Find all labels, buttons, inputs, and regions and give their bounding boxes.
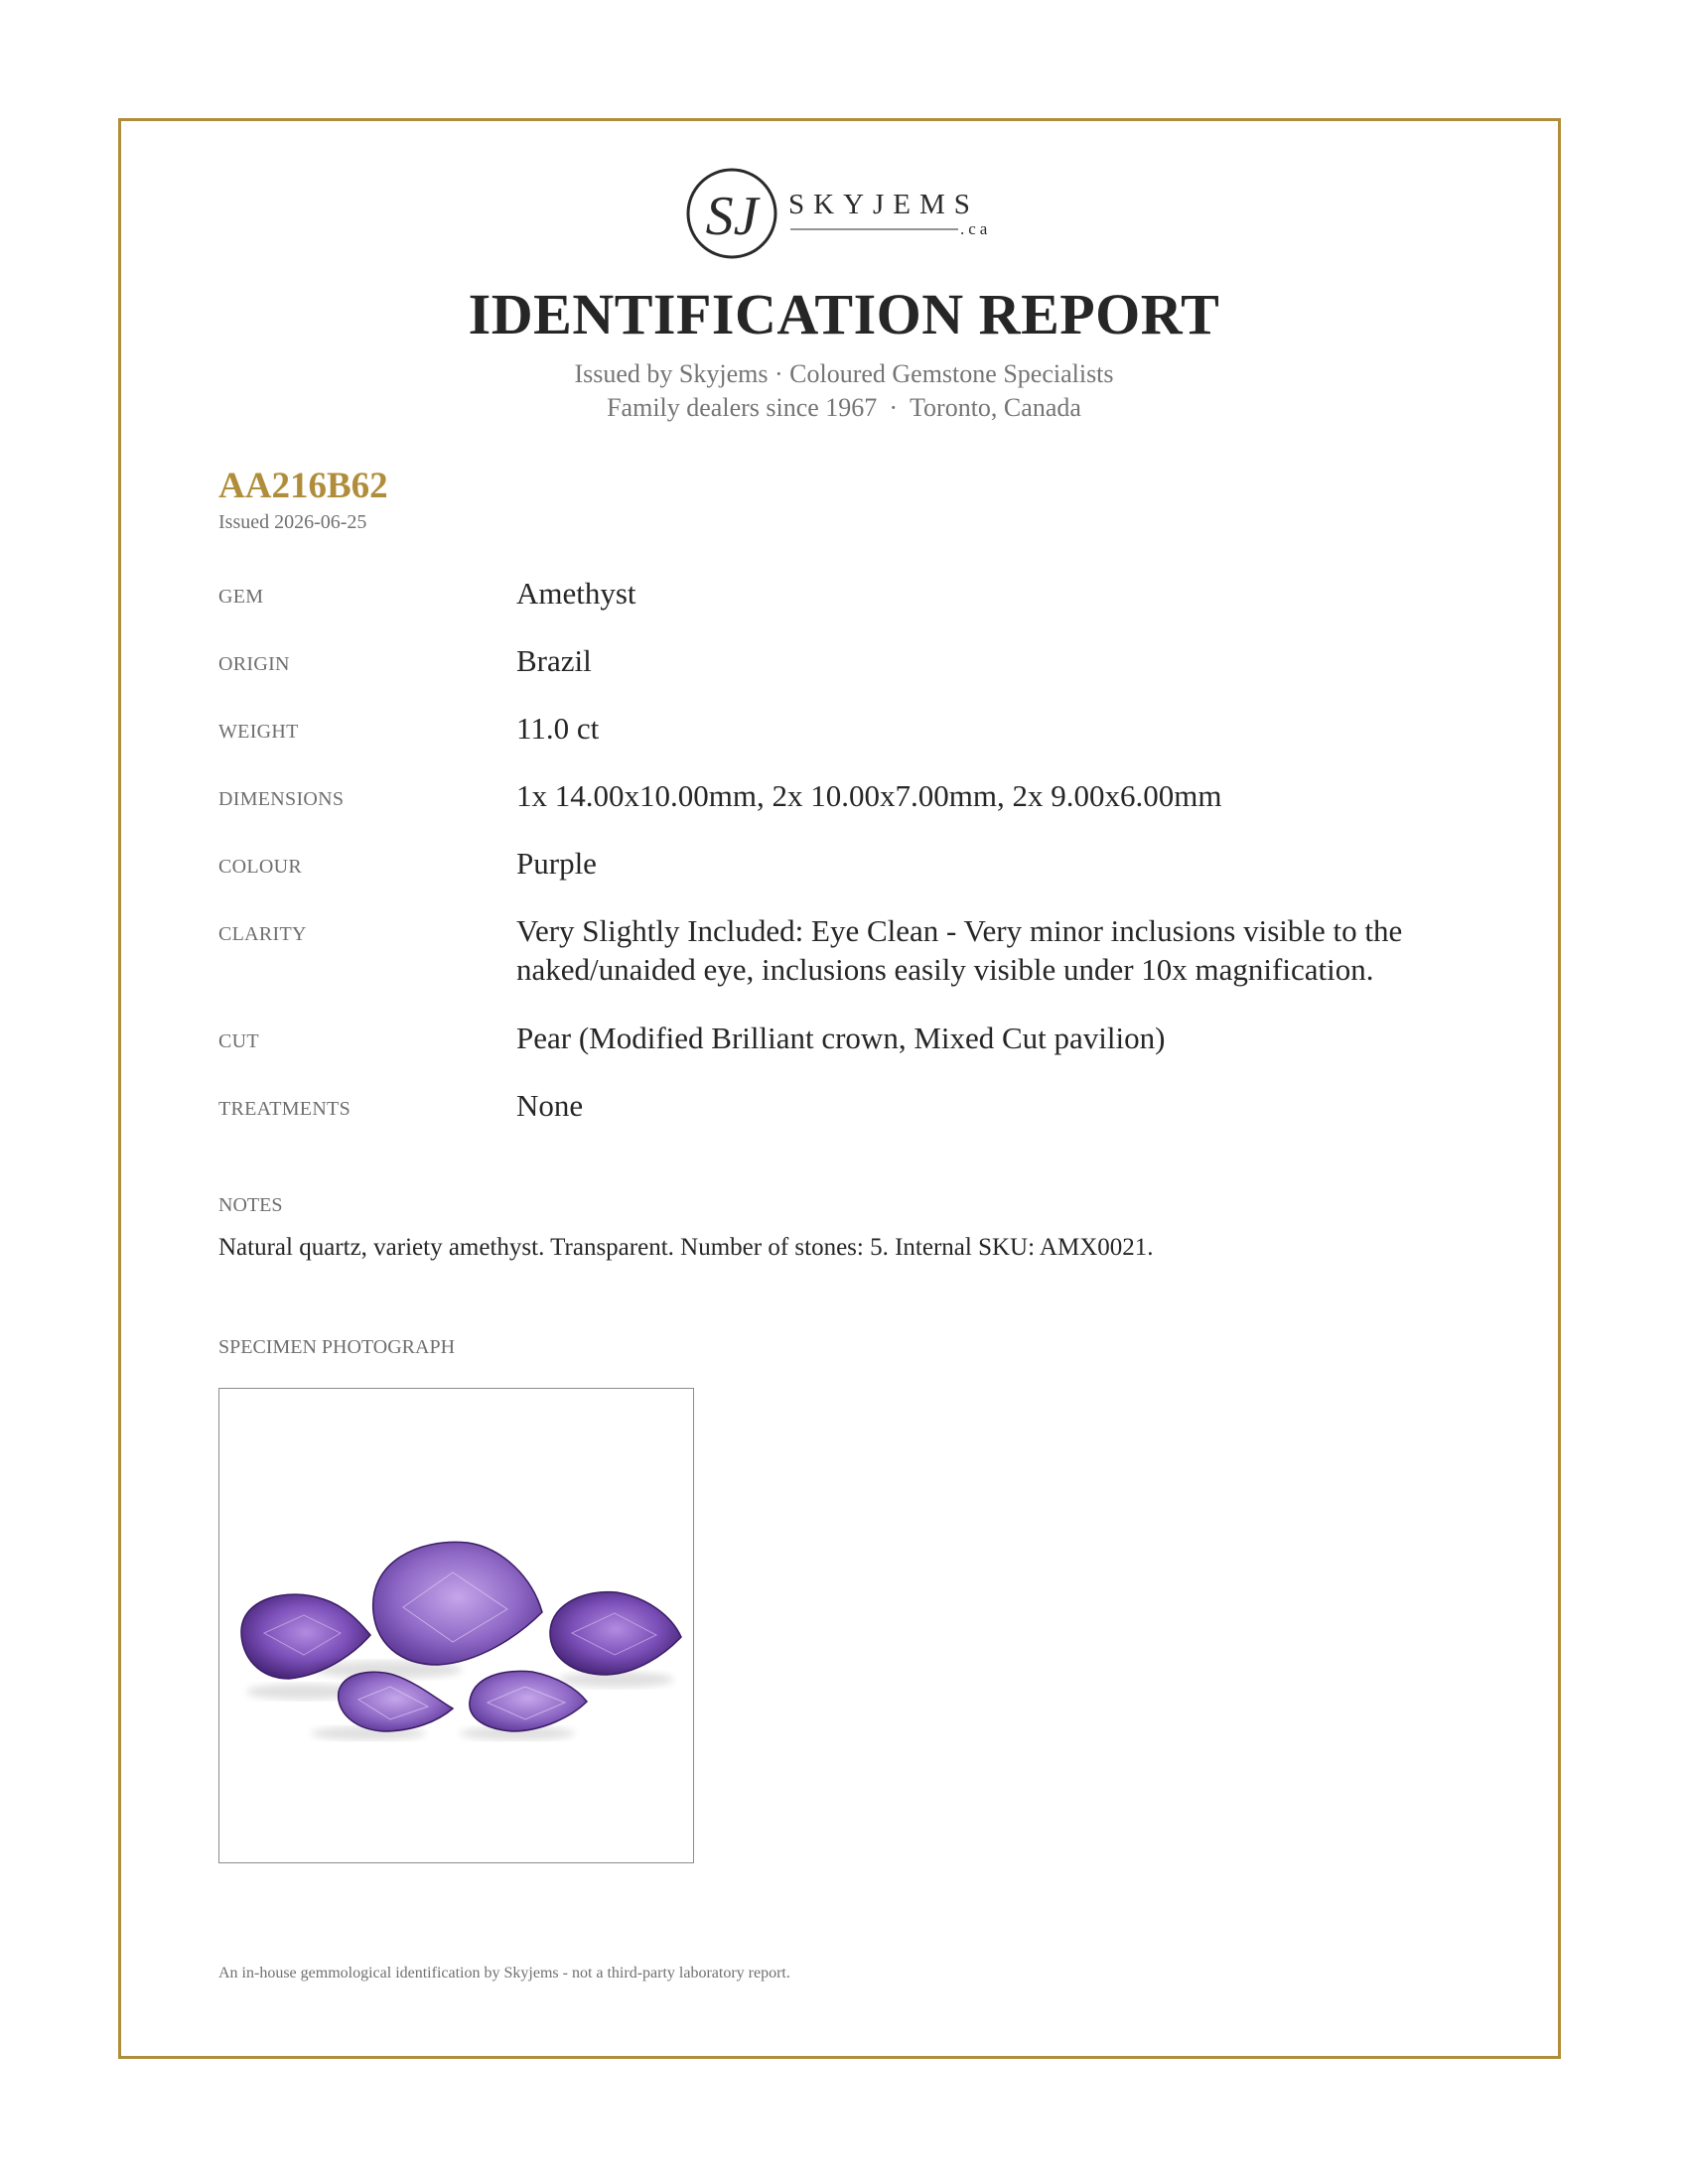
- gem-stone: [314, 1542, 542, 1679]
- field-value-clarity: Very Slightly Included: Eye Clean - Very minor inclusions visible to the naked/unaided eye, inclusions easily visible under 10x magnification.: [516, 913, 1403, 987]
- field-label-treatments: TREATMENTS: [218, 1098, 351, 1120]
- field-value-dimensions: 1x 14.00x10.00mm, 2x 10.00x7.00mm, 2x 9.00x6.00mm: [516, 778, 1222, 813]
- field-label-colour: COLOUR: [218, 856, 303, 878]
- logo-wordmark: SKYJEMS: [788, 189, 979, 220]
- footer-disclaimer: An in-house gemmological identification by Skyjems - not a third-party laboratory report.: [218, 1965, 790, 1981]
- skyjems-logo: [685, 165, 1003, 264]
- field-value-colour: Purple: [516, 846, 597, 881]
- field-value-weight: 11.0 ct: [516, 711, 600, 746]
- field-value-gem: Amethyst: [516, 576, 636, 611]
- dealer-separator: ·: [889, 393, 898, 422]
- specimen-photo: [218, 1388, 694, 1863]
- gem-stone: [311, 1672, 453, 1740]
- page-title: IDENTIFICATION REPORT: [468, 282, 1220, 346]
- notes-text: Natural quartz, variety amethyst. Transparent. Number of stones: 5. Internal SKU: AMX0021.: [218, 1234, 1154, 1261]
- field-label-clarity: CLARITY: [218, 923, 307, 945]
- field-value-treatments: None: [516, 1088, 584, 1123]
- dealer-since: Family dealers since 1967: [607, 393, 878, 422]
- field-label-weight: WEIGHT: [218, 721, 299, 743]
- issuer-line: Issued by Skyjems · Coloured Gemstone Specialists: [574, 359, 1114, 388]
- report-id: AA216B62: [218, 466, 388, 506]
- logo-domain: .ca: [960, 219, 992, 238]
- field-label-gem: GEM: [218, 586, 264, 608]
- field-label-origin: ORIGIN: [218, 653, 290, 675]
- dealer-line: [0, 393, 1688, 423]
- gem-stone: [550, 1592, 681, 1688]
- field-label-dimensions: DIMENSIONS: [218, 788, 345, 810]
- photo-label: SPECIMEN PHOTOGRAPH: [218, 1336, 456, 1358]
- field-label-cut: CUT: [218, 1030, 259, 1052]
- issued-date: Issued 2026-06-25: [218, 511, 367, 533]
- dealer-location: Toronto, Canada: [909, 393, 1081, 422]
- field-value-origin: Brazil: [516, 643, 592, 678]
- logo-monogram: SJ: [705, 186, 759, 247]
- notes-label: NOTES: [218, 1194, 283, 1216]
- field-value-cut: Pear (Modified Brilliant crown, Mixed Cut pavilion): [516, 1021, 1166, 1055]
